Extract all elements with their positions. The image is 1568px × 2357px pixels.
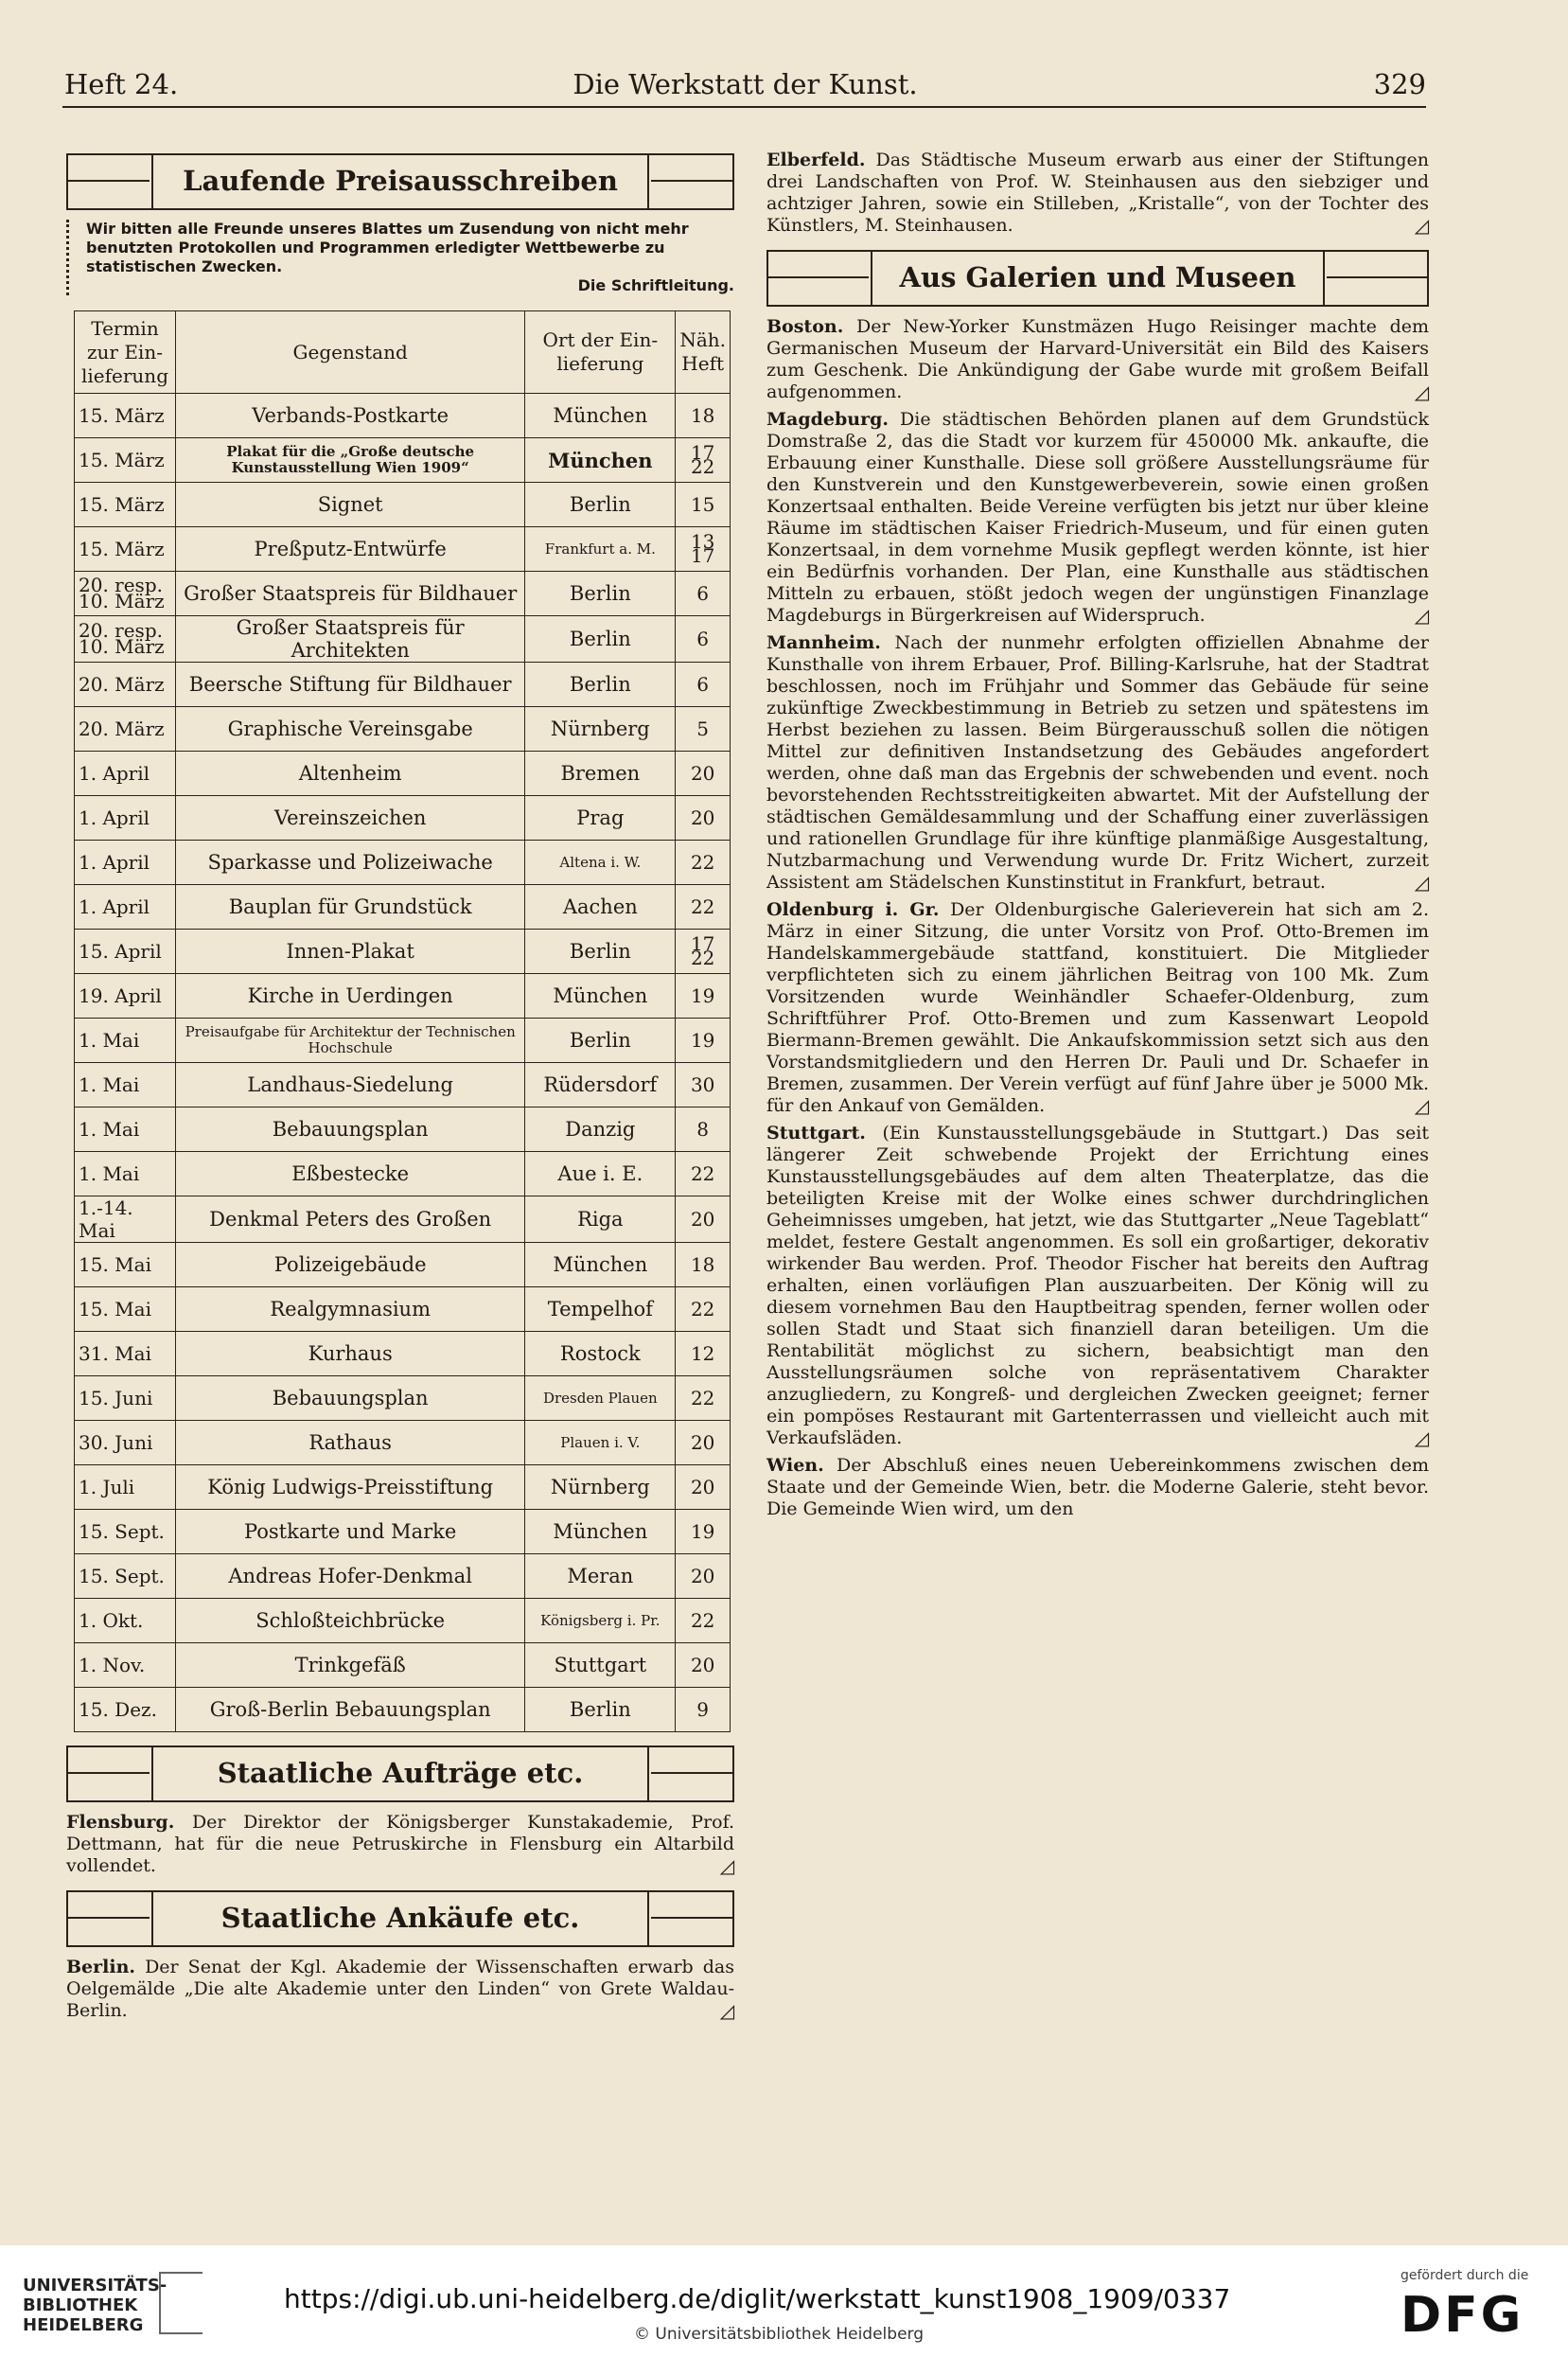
- cell-heft: 20: [676, 1465, 731, 1510]
- cell-gegenstand: Andreas Hofer-Denkmal: [176, 1554, 525, 1599]
- article-text: Das Städtische Museum erwarb aus einer der Stiftungen drei Landschaften von Prof. W. Steinhausen aus den siebziger und achtziger Jahren, sowie ein Stilleben, „Kristalle“, von der Tochter des Künstlers, M. Steinhausen.: [766, 150, 1429, 236]
- section-heading-galerien: [766, 250, 1429, 307]
- library-logo-text: [23, 2276, 167, 2335]
- place-name: Oldenburg i. Gr.: [766, 899, 940, 920]
- cell-heft: 19: [676, 1510, 731, 1554]
- cell-termin: 1.-14. Mai: [75, 1196, 176, 1243]
- table-row: [75, 663, 731, 707]
- place-name: Stuttgart.: [766, 1123, 866, 1143]
- cell-heft: 6: [676, 663, 731, 707]
- cell-termin: 15. Mai: [75, 1243, 176, 1287]
- cell-termin: 1. Mai: [75, 1019, 176, 1063]
- end-mark-icon: ◿: [1414, 604, 1429, 627]
- cell-gegenstand: Polizeigebäude: [176, 1243, 525, 1287]
- cell-ort: Berlin: [525, 1688, 676, 1732]
- table-row: [75, 974, 731, 1019]
- cell-ort: Nürnberg: [525, 707, 676, 752]
- page-number: 329: [1373, 68, 1426, 100]
- cell-termin: 1. Okt.: [75, 1599, 176, 1643]
- cell-gegenstand: Bauplan für Grundstück: [176, 885, 525, 930]
- cell-termin: 19. April: [75, 974, 176, 1019]
- cell-ort: Altena i. W.: [525, 841, 676, 885]
- cell-heft: 15: [676, 483, 731, 527]
- table-row: [75, 1376, 731, 1421]
- cell-heft: 17 22: [676, 930, 731, 974]
- cell-heft: 20: [676, 752, 731, 796]
- table-row: [75, 616, 731, 663]
- cell-heft: 20: [676, 1643, 731, 1688]
- table-row: [75, 1554, 731, 1599]
- table-row: [75, 527, 731, 572]
- section-title: Staatliche Aufträge etc.: [217, 1757, 584, 1789]
- copyright-notice: © Universitätsbibliothek Heidelberg: [634, 2325, 925, 2344]
- right-column: [766, 150, 1429, 1526]
- running-head: [64, 64, 1426, 108]
- cell-gegenstand: Realgymnasium: [176, 1287, 525, 1332]
- article-text: Der Oldenburgische Galerieverein hat sich am 2. März in einer Sitzung, die unter Vorsitz von Prof. Otto-Bremen im Handelskammergebäude stattfand, konstituiert. Die Mitglieder verpflichteten sich zu einem jährlichen Beitrag von 100 Mk. Zum Vorsitzenden wurde Weinhändler Schaefer-Oldenburg, zum Schriftführer Prof. Otto-Bremen und zum Kassenwart Leopold Biermann-Bremen gewählt. Die Ankaufskommission setzt sich aus den Vorstandsmitgliedern und den Herren Dr. Pauli und Dr. Schaefer in Bremen, zusammen. Der Verein verfügt auf fünf Jahre über je 5000 Mk. für den Ankauf von Gemälden.: [766, 899, 1429, 1116]
- cell-gegenstand: Bebauungsplan: [176, 1376, 525, 1421]
- article-text: Der New-Yorker Kunstmäzen Hugo Reisinger machte dem Germanischen Museum der Harvard-Universität ein Bild des Kaisers zum Geschenk. Die Ankündigung der Gabe wurde mit großem Beifall aufgenommen.: [766, 316, 1429, 402]
- table-row: [75, 1332, 731, 1376]
- place-name: Berlin.: [66, 1957, 136, 1977]
- cell-gegenstand: Rathaus: [176, 1421, 525, 1465]
- cell-ort: Riga: [525, 1196, 676, 1243]
- cell-ort: Berlin: [525, 616, 676, 663]
- table-row: [75, 483, 731, 527]
- cell-ort: Aachen: [525, 885, 676, 930]
- section-heading-auftraege: [66, 1746, 734, 1802]
- cell-ort: München: [525, 438, 676, 483]
- cell-heft: 6: [676, 572, 731, 616]
- library-logo-icon: [159, 2272, 203, 2334]
- table-row: [75, 707, 731, 752]
- funding-caption: gefördert durch die: [1401, 2268, 1529, 2283]
- table-row: [75, 1510, 731, 1554]
- logo-text-line: HEIDELBERG: [23, 2315, 144, 2335]
- cell-heft: 20: [676, 796, 731, 841]
- cell-gegenstand: Bebauungsplan: [176, 1108, 525, 1152]
- header-termin: Termin zur Ein-lieferung: [75, 311, 176, 394]
- section-title: Staatliche Ankäufe etc.: [220, 1902, 580, 1934]
- cell-gegenstand: Beersche Stiftung für Bildhauer: [176, 663, 525, 707]
- section-title: Laufende Preisausschreiben: [183, 165, 618, 197]
- table-row: [75, 1465, 731, 1510]
- logo-text-line: BIBLIOTHEK: [23, 2295, 138, 2315]
- cell-termin: 1. Mai: [75, 1063, 176, 1108]
- cell-ort: Berlin: [525, 930, 676, 974]
- end-mark-icon: ◿: [719, 1999, 734, 2022]
- article-berlin: [66, 1957, 734, 2022]
- permalink[interactable]: https://digi.ub.uni-heidelberg.de/diglit/werkstatt_kunst1908_1909/0337: [284, 2283, 1231, 2314]
- cell-termin: 15. März: [75, 527, 176, 572]
- cell-ort: Prag: [525, 796, 676, 841]
- cell-ort: Nürnberg: [525, 1465, 676, 1510]
- cell-gegenstand: König Ludwigs-Preisstiftung: [176, 1465, 525, 1510]
- table-row: [75, 841, 731, 885]
- cell-ort: Frankfurt a. M.: [525, 527, 676, 572]
- cell-gegenstand: Graphische Vereinsgabe: [176, 707, 525, 752]
- cell-termin: 15. Juni: [75, 1376, 176, 1421]
- cell-ort: München: [525, 1243, 676, 1287]
- cell-termin: 15. Dez.: [75, 1688, 176, 1732]
- cell-ort: Berlin: [525, 572, 676, 616]
- news-article: [766, 409, 1429, 627]
- header-gegenstand: Gegenstand: [176, 311, 525, 394]
- cell-ort: Rüdersdorf: [525, 1063, 676, 1108]
- cell-termin: 15. Sept.: [75, 1510, 176, 1554]
- cell-heft: 22: [676, 841, 731, 885]
- cell-termin: 1. Nov.: [75, 1643, 176, 1688]
- article-text: Der Abschluß eines neuen Uebereinkommens zwischen dem Staate und der Gemeinde Wien, betr. die Moderne Galerie, steht bevor. Die Gemeinde Wien wird, um den: [766, 1455, 1429, 1519]
- table-row: [75, 1108, 731, 1152]
- cell-heft: 22: [676, 1376, 731, 1421]
- cell-heft: 20: [676, 1196, 731, 1243]
- cell-termin: 20. März: [75, 663, 176, 707]
- place-name: Boston.: [766, 316, 844, 337]
- header-heft: Näh. Heft: [676, 311, 731, 394]
- table-row: [75, 1421, 731, 1465]
- cell-ort: Meran: [525, 1554, 676, 1599]
- cell-gegenstand: Groß-Berlin Bebauungsplan: [176, 1688, 525, 1732]
- cell-termin: 15. Mai: [75, 1287, 176, 1332]
- header-rule: [62, 106, 1426, 108]
- table-row: [75, 752, 731, 796]
- cell-termin: 30. Juni: [75, 1421, 176, 1465]
- cell-gegenstand: Denkmal Peters des Großen: [176, 1196, 525, 1243]
- cell-gegenstand: Altenheim: [176, 752, 525, 796]
- editorial-notice: [66, 220, 734, 295]
- cell-ort: Dresden Plauen: [525, 1376, 676, 1421]
- table-row: [75, 885, 731, 930]
- cell-termin: 1. April: [75, 752, 176, 796]
- cell-gegenstand: Signet: [176, 483, 525, 527]
- cell-heft: 18: [676, 1243, 731, 1287]
- end-mark-icon: ◿: [1414, 1094, 1429, 1117]
- article-text: Nach der nunmehr erfolgten offiziellen Abnahme der Kunsthalle von ihrem Erbauer, Prof. Billing-Karlsruhe, hat der Stadtrat beschlossen, noch im Frühjahr und Sommer das Gebäude für seine zukünftige Zweckbestimmung in Betrieb zu setzen und spätestens im Herbst beziehen zu lassen. Beim Bürgerausschuß sollen die nötigen Mittel zur definitiven Instandsetzung des Gebäudes angefordert werden, ohne daß man das Ergebnis der schwebenden und event. noch bevorstehenden Rechtsstreitigkeiten abwartet. Mit der Aufstellung der städtischen Gemäldesammlung und der Schaffung einer zuverlässigen und rationellen Grundlage für ihre künftige planmäßige Ausgestaltung, Nutzbarmachung und Verwendung wurde Dr. Fritz Wichert, zurzeit Assistent am Städelschen Kunstinstitut in Frankfurt, betraut.: [766, 632, 1429, 893]
- competitions-table: [74, 310, 731, 1732]
- article-text: Der Direktor der Königsberger Kunstakademie, Prof. Dettmann, hat für die neue Petruskirche in Flensburg ein Altarbild vollendet.: [66, 1812, 734, 1876]
- article-text: (Ein Kunstausstellungsgebäude in Stuttgart.) Das seit längerer Zeit schwebende Projekt der Errichtung eines Kunstausstellungsgebäudes auf dem alten Theaterplatze, das die beteiligten Kreise mit der Wolke eines schwer durchdringlichen Geheimnisses umgeben, hat jetzt, wie das Stuttgarter „Neue Tageblatt“ meldet, festere Gestalt angenommen. Es soll ein großartiger, dekorativ wirkender Bau werden. Prof. Theodor Fischer hat bereits den Auftrag erhalten, einen vorläufigen Plan auszuarbeiten. Der König will zu diesem vornehmen Bau den Hauptbeitrag spenden, ferner wollen oder sollen Stadt und Staat sich finanziell daran beteiligen. Um die Rentabilität möglichst zu sichern, beabsichtigt man den Ausstellungsräumen solche von repräsentativem Charakter anzugliedern, zu Kongreß- und dergleichen Zwecken geeignet; ferner ein pompöses Restaurant mit Gartenterrassen und vielleicht auch mit Verkaufsläden.: [766, 1123, 1429, 1448]
- cell-ort: Königsberg i. Pr.: [525, 1599, 676, 1643]
- cell-termin: 1. Juli: [75, 1465, 176, 1510]
- table-row: [75, 438, 731, 483]
- cell-ort: Berlin: [525, 663, 676, 707]
- cell-termin: 1. Mai: [75, 1152, 176, 1196]
- cell-gegenstand: Großer Staatspreis für Bildhauer: [176, 572, 525, 616]
- end-mark-icon: ◿: [1414, 381, 1429, 403]
- table-row: [75, 1152, 731, 1196]
- table-row: [75, 1196, 731, 1243]
- notice-text: Wir bitten alle Freunde unseres Blattes um Zusendung von nicht mehr benutzten Protokollen und Programmen erledigter Wettbewerbe zu statistischen Zwecken.: [86, 220, 689, 275]
- cell-termin: 15. März: [75, 483, 176, 527]
- cell-heft: 20: [676, 1554, 731, 1599]
- cell-gegenstand: Großer Staatspreis für Architekten: [176, 616, 525, 663]
- table-row: [75, 796, 731, 841]
- cell-termin: 1. April: [75, 885, 176, 930]
- left-column: [66, 153, 734, 2028]
- news-article: [766, 1455, 1429, 1520]
- cell-termin: 15. April: [75, 930, 176, 974]
- table-row: [75, 1643, 731, 1688]
- cell-termin: 15. März: [75, 438, 176, 483]
- cell-termin: 15. März: [75, 394, 176, 438]
- cell-ort: München: [525, 1510, 676, 1554]
- table-row: [75, 1287, 731, 1332]
- end-mark-icon: ◿: [719, 1854, 734, 1877]
- end-mark-icon: ◿: [1414, 871, 1429, 894]
- cell-ort: Danzig: [525, 1108, 676, 1152]
- cell-gegenstand: Innen-Plakat: [176, 930, 525, 974]
- cell-gegenstand: Vereinszeichen: [176, 796, 525, 841]
- cell-termin: 15. Sept.: [75, 1554, 176, 1599]
- end-mark-icon: ◿: [1414, 1427, 1429, 1449]
- news-article: [766, 1123, 1429, 1449]
- cell-heft: 17 22: [676, 438, 731, 483]
- place-name: Wien.: [766, 1455, 824, 1476]
- table-row: [75, 394, 731, 438]
- cell-heft: 22: [676, 1152, 731, 1196]
- cell-heft: 5: [676, 707, 731, 752]
- cell-heft: 20: [676, 1421, 731, 1465]
- section-heading-ankaeufe: [66, 1890, 734, 1947]
- cell-gegenstand: Preisaufgabe für Architektur der Technischen Hochschule: [176, 1019, 525, 1063]
- cell-heft: 22: [676, 1287, 731, 1332]
- cell-heft: 13 17: [676, 527, 731, 572]
- cell-gegenstand: Kirche in Uerdingen: [176, 974, 525, 1019]
- cell-termin: 31. Mai: [75, 1332, 176, 1376]
- cell-gegenstand: Sparkasse und Polizeiwache: [176, 841, 525, 885]
- table-row: [75, 1243, 731, 1287]
- cell-ort: München: [525, 974, 676, 1019]
- article-text: Die städtischen Behörden planen auf dem Grundstück Domstraße 2, das die Stadt vor kurzem für 450000 Mk. ankaufte, die Erbauung einer Kunsthalle. Diese soll größere Ausstellungsräume für den Kunstverein und den Kunstgewerbeverein, sowie einen großen Konzertsaal enthalten. Beide Vereine verfügten bis jetzt nur über kleine Räume im städtischen Kaiser Friedrich-Museum, und für einen guten Konzertsaal, in dem vornehme Musik gepflegt werden könnte, ist hier ein Bedürfnis vorhanden. Der Plan, eine Kunsthalle aus städtischen Mitteln zu erbauen, stößt jedoch wegen der ungünstigen Finanzlage Magdeburgs in Bürgerkreisen auf Widerspruch.: [766, 409, 1429, 626]
- cell-ort: Bremen: [525, 752, 676, 796]
- cell-gegenstand: Postkarte und Marke: [176, 1510, 525, 1554]
- notice-signature: Die Schriftleitung.: [577, 276, 734, 294]
- place-name: Elberfeld.: [766, 150, 866, 170]
- table-header-row: [75, 311, 731, 394]
- place-name: Mannheim.: [766, 632, 881, 653]
- news-article: [766, 899, 1429, 1117]
- digitization-footer: [0, 2245, 1568, 2357]
- header-ort: Ort der Ein-lieferung: [525, 311, 676, 394]
- end-mark-icon: ◿: [1414, 214, 1429, 237]
- cell-heft: 22: [676, 885, 731, 930]
- cell-heft: 22: [676, 1599, 731, 1643]
- cell-heft: 30: [676, 1063, 731, 1108]
- cell-gegenstand: Landhaus-Siedelung: [176, 1063, 525, 1108]
- section-heading-preisausschreiben: [66, 153, 734, 210]
- cell-gegenstand: Trinkgefäß: [176, 1643, 525, 1688]
- place-name: Flensburg.: [66, 1812, 175, 1833]
- cell-gegenstand: Eßbestecke: [176, 1152, 525, 1196]
- cell-heft: 9: [676, 1688, 731, 1732]
- cell-termin: 1. April: [75, 841, 176, 885]
- news-article: [766, 316, 1429, 403]
- dfg-logo: DFG: [1401, 2287, 1524, 2344]
- cell-ort: Berlin: [525, 1019, 676, 1063]
- cell-ort: Berlin: [525, 483, 676, 527]
- cell-termin: 20. resp. 10. März: [75, 616, 176, 663]
- cell-termin: 20. März: [75, 707, 176, 752]
- table-row: [75, 572, 731, 616]
- news-article: [766, 632, 1429, 894]
- article-elberfeld: [766, 150, 1429, 237]
- issue-number: Heft 24.: [64, 68, 179, 100]
- table-row: [75, 1599, 731, 1643]
- table-row: [75, 930, 731, 974]
- cell-gegenstand: Preßputz-Entwürfe: [176, 527, 525, 572]
- cell-gegenstand: Schloßteichbrücke: [176, 1599, 525, 1643]
- journal-title: Die Werkstatt der Kunst.: [573, 68, 918, 100]
- logo-text-line: UNIVERSITÄTS-: [23, 2276, 167, 2295]
- cell-termin: 1. April: [75, 796, 176, 841]
- cell-ort: Stuttgart: [525, 1643, 676, 1688]
- cell-heft: 6: [676, 616, 731, 663]
- cell-gegenstand: Plakat für die „Große deutsche Kunstausstellung Wien 1909“: [176, 438, 525, 483]
- article-text: Der Senat der Kgl. Akademie der Wissenschaften erwarb das Oelgemälde „Die alte Akademie unter den Linden“ von Grete Waldau-Berlin.: [66, 1957, 734, 2021]
- cell-gegenstand: Verbands-Postkarte: [176, 394, 525, 438]
- cell-gegenstand: Kurhaus: [176, 1332, 525, 1376]
- cell-heft: 19: [676, 1019, 731, 1063]
- cell-heft: 8: [676, 1108, 731, 1152]
- cell-heft: 18: [676, 394, 731, 438]
- table-row: [75, 1688, 731, 1732]
- cell-termin: 1. Mai: [75, 1108, 176, 1152]
- place-name: Magdeburg.: [766, 409, 890, 430]
- cell-ort: Rostock: [525, 1332, 676, 1376]
- cell-ort: Aue i. E.: [525, 1152, 676, 1196]
- table-row: [75, 1019, 731, 1063]
- article-flensburg: [66, 1812, 734, 1877]
- museum-news-list: [766, 316, 1429, 1520]
- section-title: Aus Galerien und Museen: [899, 261, 1296, 293]
- cell-ort: München: [525, 394, 676, 438]
- cell-heft: 12: [676, 1332, 731, 1376]
- table-row: [75, 1063, 731, 1108]
- cell-ort: Plauen i. V.: [525, 1421, 676, 1465]
- cell-termin: 20. resp. 10. März: [75, 572, 176, 616]
- cell-heft: 19: [676, 974, 731, 1019]
- cell-ort: Tempelhof: [525, 1287, 676, 1332]
